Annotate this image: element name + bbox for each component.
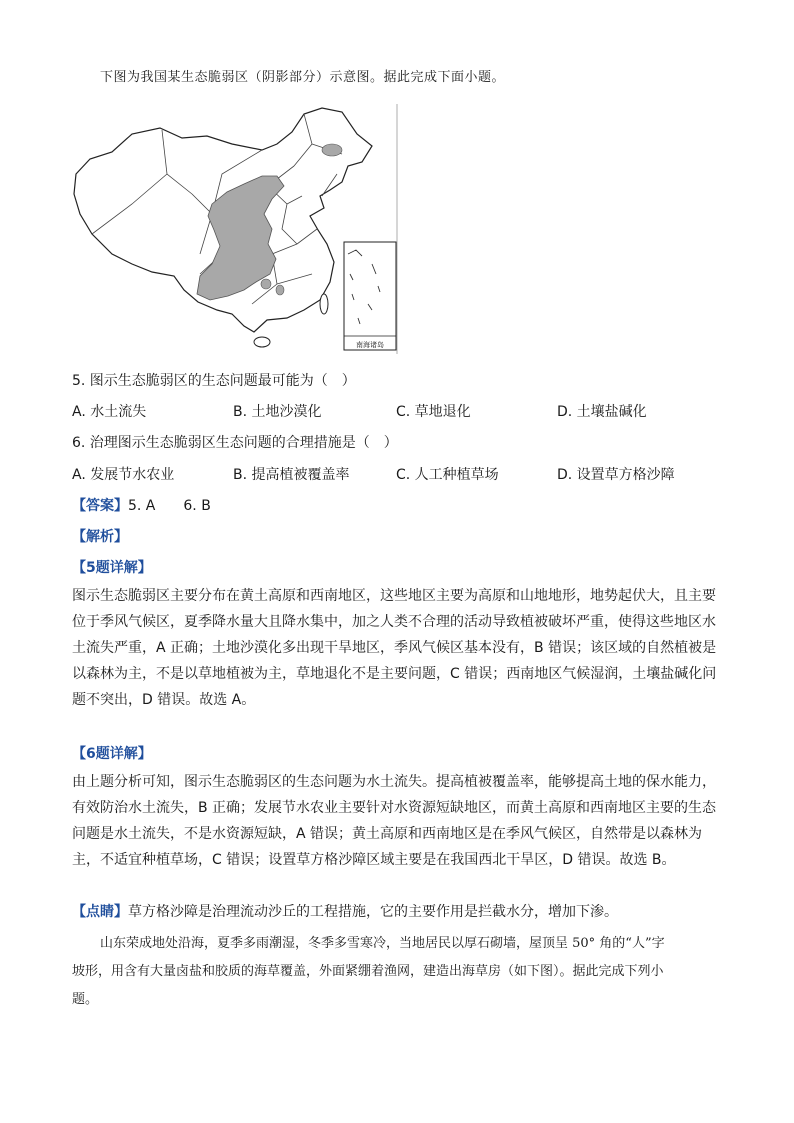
d6-line: 由上题分析可知，图示生态脆弱区的生态问题为水土流失。提高植被覆盖率，能够提高土地的保水能力，: [72, 774, 716, 790]
d6-paragraph: [72, 769, 722, 873]
answer-text: 5. A 6. B: [128, 498, 211, 514]
china-map-svg: [72, 104, 402, 354]
q5-stem: 5. 图示生态脆弱区的生态问题最可能为（ ）: [72, 373, 356, 389]
china-map-figure: [72, 104, 402, 354]
d6-line: 问题是水土流失，不是水资源短缺，A 错误；黄土高原和西南地区是在季风气候区，自然带是以森林为: [72, 826, 703, 842]
hainan-island: [254, 337, 270, 347]
q5-option-b: B. 土地沙漠化: [233, 404, 322, 420]
d5-line: 以森林为主，不是以草地植被为主，草地退化不是主要问题，C 错误；西南地区气候湿润，土壤盐碱化问: [72, 666, 717, 682]
d5-line: 图示生态脆弱区主要分布在黄土高原和西南地区，这些地区主要为高原和山地地形，地势起伏大，且主要: [72, 588, 716, 604]
analysis-label: 【解析】: [72, 529, 128, 545]
d6-label: 【6题详解】: [72, 746, 152, 762]
shade-patch-south2: [276, 285, 284, 295]
answer-label: 【答案】: [72, 498, 128, 514]
inset-label: 南海诸岛: [356, 341, 384, 349]
q6-option-b: B. 提高植被覆盖率: [233, 467, 350, 483]
d6-line: 主，不适宜种植草场，C 错误；设置草方格沙障区域主要是在我国西北干旱区，D 错误。故选 B。: [72, 852, 676, 868]
q5-option-c: C. 草地退化: [396, 404, 471, 420]
tip-line: [72, 901, 618, 921]
shade-patch-south: [261, 279, 271, 289]
d5-paragraph: [72, 583, 722, 713]
q6-option-c: C. 人工种植草场: [396, 467, 499, 483]
next-line: 山东荣成地处沿海，夏季多雨潮湿，冬季多雪寒冷，当地居民以厚石砌墙，屋顶呈 50° 角的“人”字: [100, 936, 665, 951]
q5-option-d: D. 土壤盐碱化: [557, 404, 647, 420]
intro-text: 下图为我国某生态脆弱区（阴影部分）示意图。据此完成下面小题。: [100, 70, 506, 85]
d5-line: 题不突出，D 错误。故选 A。: [72, 692, 256, 708]
q6-stem: 6. 治理图示生态脆弱区生态问题的合理措施是（ ）: [72, 435, 398, 451]
tip-label: 【点睛】: [72, 904, 128, 920]
next-line: 坡形，用含有大量卤盐和胶质的海草覆盖，外面紧绷着渔网，建造出海草房（如下图）。据此完成下列小: [72, 964, 664, 979]
south-china-sea-inset: [344, 242, 396, 350]
q6-option-a: A. 发展节水农业: [72, 467, 175, 483]
q6-option-d: D. 设置草方格沙障: [557, 467, 675, 483]
tip-text: 草方格沙障是治理流动沙丘的工程措施，它的主要作用是拦截水分，增加下渗。: [128, 904, 618, 920]
next-line: 题。: [72, 992, 99, 1007]
d5-line: 位于季风气候区，夏季降水量大且降水集中，加之人类不合理的活动导致植被破坏严重，使得这些地区水: [72, 614, 716, 630]
answer-line: [72, 495, 211, 515]
next-passage: [72, 930, 722, 1014]
d5-label: 【5题详解】: [72, 560, 152, 576]
shade-patch-northeast: [322, 144, 342, 156]
q5-option-a: A. 水土流失: [72, 404, 147, 420]
d6-line: 有效防治水土流失，B 正确；发展节水农业主要针对水资源短缺地区，而黄土高原和西南地区主要的生态: [72, 800, 717, 816]
d5-line: 土流失严重，A 正确；土地沙漠化多出现干旱地区，季风气候区基本没有，B 错误；该区域的自然植被是: [72, 640, 717, 656]
taiwan-island: [320, 294, 328, 314]
